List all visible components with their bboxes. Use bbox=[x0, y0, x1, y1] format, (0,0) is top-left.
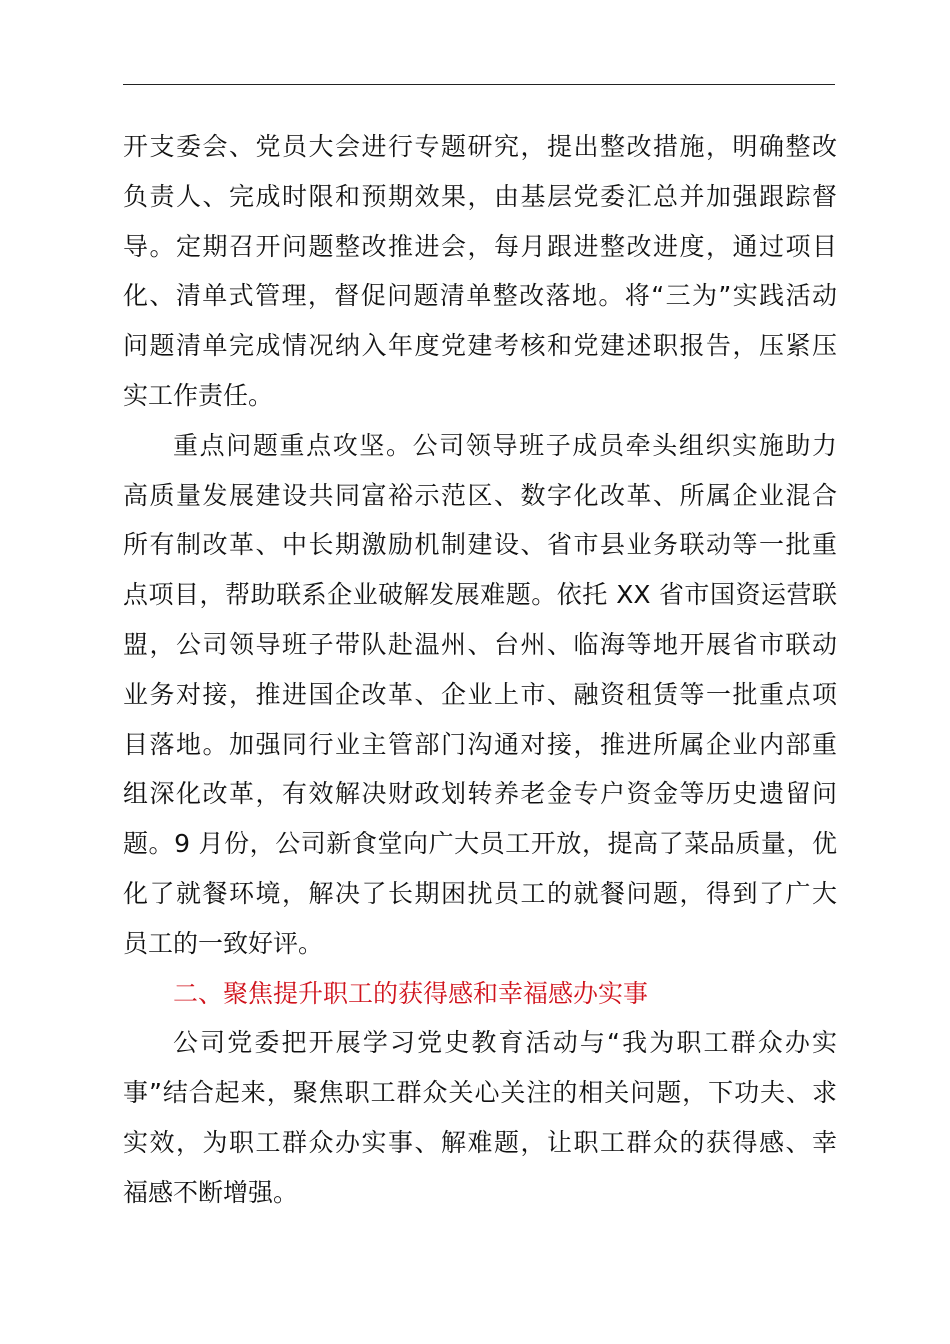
text-line: 负责人、完成时限和预期效果，由基层党委汇总并加强跟踪督 bbox=[123, 181, 837, 211]
document-body bbox=[123, 122, 837, 1218]
text-line: 问题清单完成情况纳入年度党建考核和党建述职报告，压紧压 bbox=[123, 331, 837, 361]
text-line: 题。9 月份，公司新食堂向广大员工开放，提高了菜品质量，优 bbox=[123, 829, 837, 859]
text-line: 公司党委把开展学习党史教育活动与“我为职工群众办实 bbox=[173, 1028, 837, 1058]
paragraph bbox=[123, 421, 837, 969]
text-line: 组深化改革，有效解决财政划转养老金专户资金等历史遗留问 bbox=[123, 779, 837, 809]
text-line: 福感不断增强。 bbox=[123, 1177, 299, 1207]
text-line: 目落地。加强同行业主管部门沟通对接，推进所属企业内部重 bbox=[123, 729, 837, 759]
header-rule bbox=[123, 84, 835, 85]
text-line: 盟，公司领导班子带队赴温州、台州、临海等地开展省市联动 bbox=[123, 629, 837, 659]
section-heading bbox=[123, 969, 837, 1019]
text-line: 员工的一致好评。 bbox=[123, 928, 324, 958]
text-line: 重点问题重点攻坚。公司领导班子成员牵头组织实施助力 bbox=[173, 430, 837, 460]
text-line: 高质量发展建设共同富裕示范区、数字化改革、所属企业混合 bbox=[123, 480, 837, 510]
paragraph bbox=[123, 122, 837, 421]
text-line: 化、清单式管理，督促问题清单整改落地。将“三为”实践活动 bbox=[123, 281, 837, 311]
text-line: 业务对接，推进国企改革、企业上市、融资租赁等一批重点项 bbox=[123, 679, 837, 709]
text-line: 事”结合起来，聚焦职工群众关心关注的相关问题，下功夫、求 bbox=[123, 1078, 837, 1108]
text-line: 开支委会、党员大会进行专题研究，提出整改措施，明确整改 bbox=[123, 132, 837, 161]
text-line: 导。定期召开问题整改推进会，每月跟进整改进度，通过项目 bbox=[123, 231, 837, 261]
paragraph bbox=[123, 1018, 837, 1217]
heading-line: 二、聚焦提升职工的获得感和幸福感办实事 bbox=[173, 978, 649, 1008]
text-line: 化了就餐环境，解决了长期困扰员工的就餐问题，得到了广大 bbox=[123, 878, 837, 908]
text-line: 实效，为职工群众办实事、解难题，让职工群众的获得感、幸 bbox=[123, 1127, 837, 1157]
text-line: 点项目，帮助联系企业破解发展难题。依托 XX 省市国资运营联 bbox=[123, 580, 837, 610]
text-line: 实工作责任。 bbox=[123, 380, 274, 410]
text-line: 所有制改革、中长期激励机制建设、省市县业务联动等一批重 bbox=[123, 530, 837, 560]
